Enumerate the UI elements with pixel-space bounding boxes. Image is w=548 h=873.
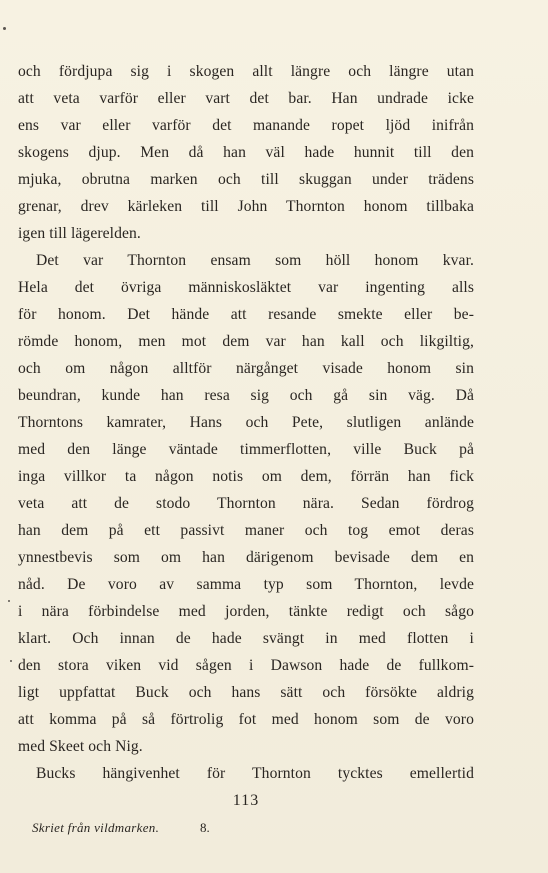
text-line: att komma på så förtrolig fot med honom som de voro [18, 711, 474, 728]
body-text [18, 58, 474, 787]
text-line: römde honom, men mot dem var han kall och likgiltig, [18, 333, 474, 350]
text-line: den stora viken vid sågen i Dawson hade de fullkom- [18, 657, 474, 674]
text-line: ynnestbevis som om han därigenom bevisade dem en [18, 549, 474, 566]
text-line: Bucks hängivenhet för Thornton tycktes emellertid [36, 765, 474, 782]
text-line: klart. Och innan de hade svängt in med flotten i [18, 630, 474, 647]
signature-title: Skriet från vildmarken. [32, 820, 160, 835]
text-line: Det var Thornton ensam som höll honom kvar. [36, 252, 474, 269]
text-line: att veta varför eller vart det bar. Han undrade icke [18, 90, 474, 107]
text-line: med Skeet och Nig. [18, 738, 143, 755]
print-speck [3, 27, 6, 30]
text-line: och fördjupa sig i skogen allt längre och längre utan [18, 63, 474, 80]
print-speck [8, 600, 10, 602]
page-number: 113 [232, 792, 260, 809]
text-line: med den länge väntade timmerflotten, ville Buck på [18, 441, 474, 458]
text-line: för honom. Det hände att resande smekte eller be- [18, 306, 474, 323]
text-line: han dem på ett passivt maner och tog emot deras [18, 522, 474, 539]
text-line: inga villkor ta någon notis om dem, förrän han fick [18, 468, 474, 485]
text-line: ligt uppfattat Buck och hans sätt och försökte aldrig [18, 684, 474, 701]
text-line: Hela det övriga människosläktet var ingenting alls [18, 279, 474, 296]
text-line: veta att de stodo Thornton nära. Sedan fördrog [18, 495, 474, 512]
text-line: igen till lägerelden. [18, 225, 141, 242]
text-line: mjuka, obrutna marken och till skuggan under trädens [18, 171, 474, 188]
print-speck [10, 660, 12, 662]
text-line: Thorntons kamrater, Hans och Pete, slutligen anlände [18, 414, 474, 431]
text-line: grenar, drev kärleken till John Thornton honom tillbaka [18, 198, 474, 215]
text-line: ens var eller varför det manande ropet ljöd inifrån [18, 117, 474, 134]
text-line: skogens djup. Men då han väl hade hunnit till den [18, 144, 474, 161]
text-line: nåd. De voro av samma typ som Thornton, levde [18, 576, 474, 593]
signature-number: 8. [200, 820, 210, 835]
text-line: i nära förbindelse med jorden, tänkte redigt och sågo [18, 603, 474, 620]
text-line: och om någon alltför närgånget visade honom sin [18, 360, 474, 377]
text-line: beundran, kunde han resa sig och gå sin väg. Då [18, 387, 474, 404]
